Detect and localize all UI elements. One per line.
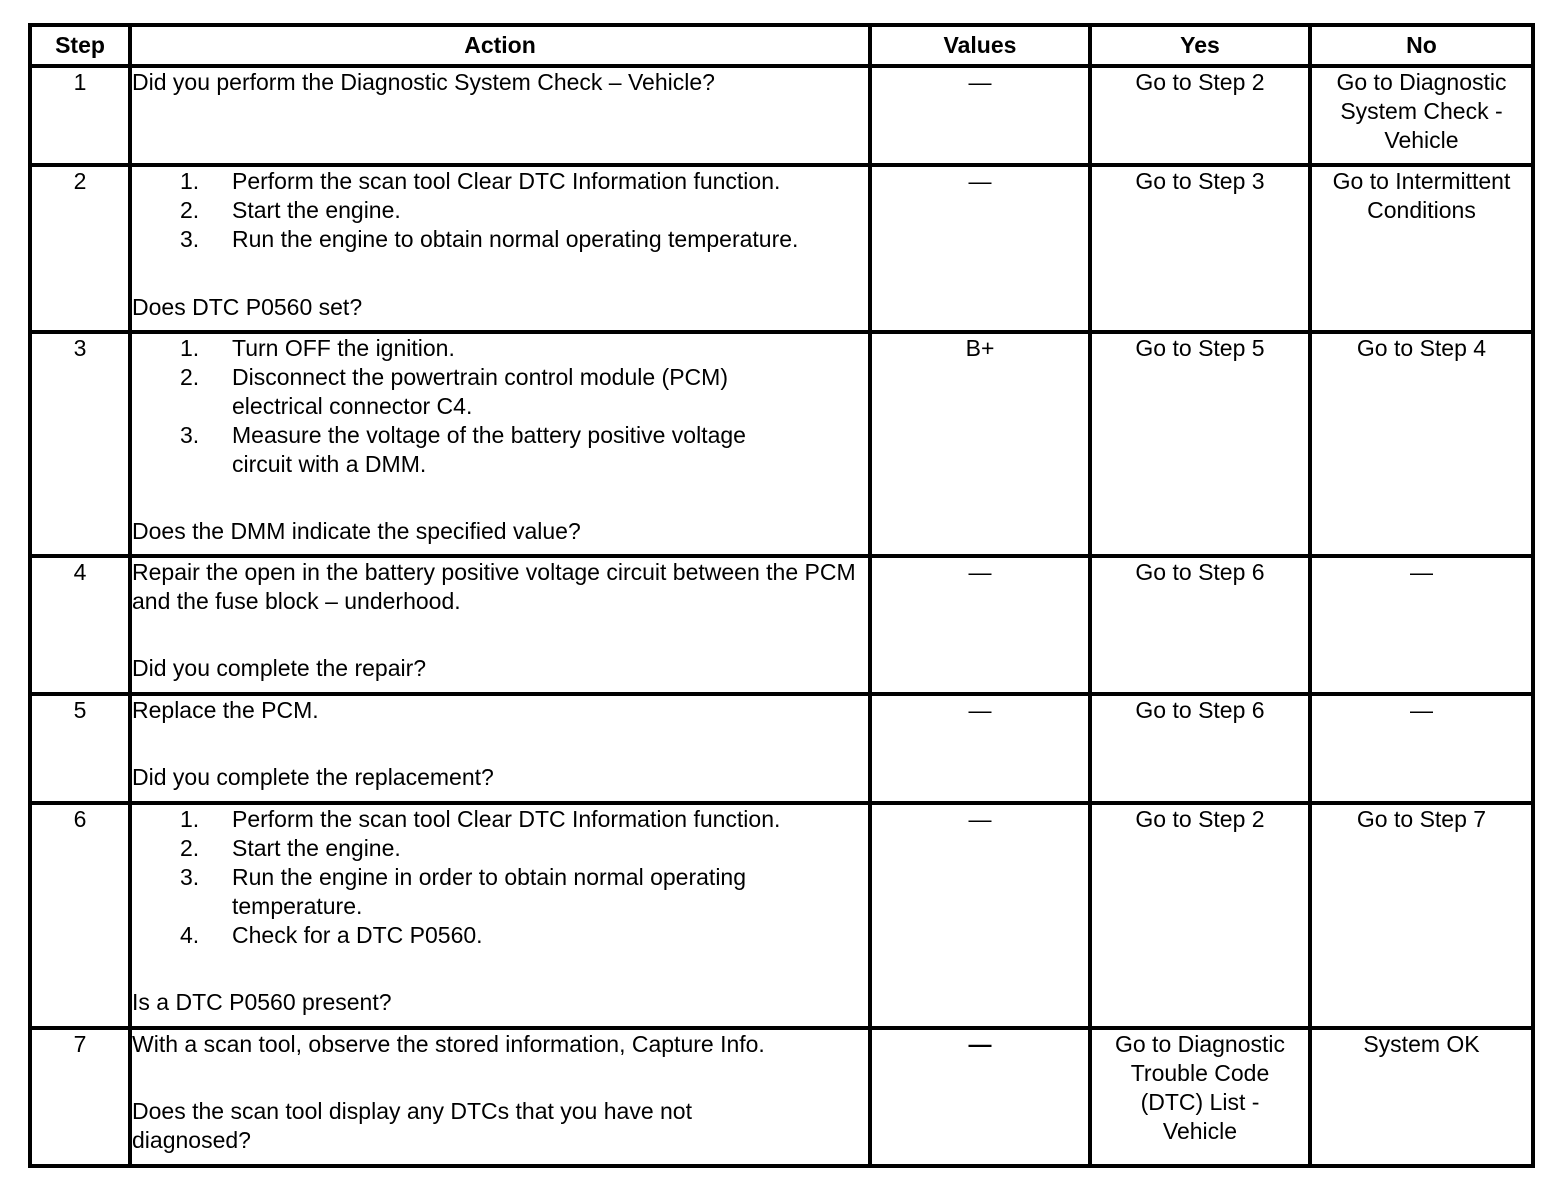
- header-action: Action: [130, 25, 870, 66]
- action-question: Does the DMM indicate the specified value?: [132, 518, 581, 544]
- header-no: No: [1310, 25, 1533, 66]
- substep: 3. Measure the voltage of the battery positive voltage circuit with a DMM.: [180, 422, 746, 477]
- table-row: [30, 556, 1533, 694]
- substep: 2. Start the engine.: [180, 835, 401, 861]
- substep: 3. Run the engine to obtain normal operating temperature.: [180, 226, 799, 252]
- substep: 2. Start the engine.: [180, 197, 401, 223]
- value-cell: —: [870, 1028, 1090, 1166]
- header-values: Values: [870, 25, 1090, 66]
- step-number: 3: [30, 332, 130, 556]
- table-row: [30, 694, 1533, 803]
- yes-cell: Go to Diagnostic Trouble Code (DTC) List - Vehicle: [1090, 1028, 1310, 1166]
- no-cell: System OK: [1310, 1028, 1533, 1166]
- header-row: [30, 25, 1533, 66]
- action-intro: Did you perform the Diagnostic System Check – Vehicle?: [132, 69, 715, 95]
- value-cell: —: [870, 556, 1090, 694]
- no-cell: Go to Step 4: [1310, 332, 1533, 556]
- action-cell: [130, 694, 870, 803]
- action-question: Did you complete the replacement?: [132, 764, 494, 790]
- substep-list: [132, 167, 868, 254]
- header-step: Step: [30, 25, 130, 66]
- yes-cell: Go to Step 2: [1090, 66, 1310, 165]
- table-row: [30, 1028, 1533, 1166]
- action-cell: [130, 556, 870, 694]
- substep: 1. Turn OFF the ignition.: [180, 335, 455, 361]
- table-row: [30, 803, 1533, 1028]
- action-question: Is a DTC P0560 present?: [132, 989, 392, 1015]
- value-cell: —: [870, 694, 1090, 803]
- action-question: Does DTC P0560 set?: [132, 294, 363, 320]
- no-cell: Go to Diagnostic System Check - Vehicle: [1310, 66, 1533, 165]
- diagnostic-table: [28, 23, 1535, 1168]
- yes-cell: Go to Step 3: [1090, 165, 1310, 332]
- value-cell: —: [870, 165, 1090, 332]
- value-cell: —: [870, 803, 1090, 1028]
- substep-list: [132, 334, 868, 479]
- substep: 1. Perform the scan tool Clear DTC Information function.: [180, 806, 781, 832]
- table-row: [30, 165, 1533, 332]
- substep: 1. Perform the scan tool Clear DTC Information function.: [180, 168, 781, 194]
- substep: 2. Disconnect the powertrain control module (PCM) electrical connector C4.: [180, 364, 728, 419]
- yes-cell: Go to Step 6: [1090, 556, 1310, 694]
- step-number: 1: [30, 66, 130, 165]
- substep: 4. Check for a DTC P0560.: [180, 922, 483, 948]
- substep: 3. Run the engine in order to obtain normal operating temperature.: [180, 864, 747, 919]
- action-intro: Repair the open in the battery positive voltage circuit between the PCM and the fuse block – underhood.: [132, 559, 856, 614]
- step-number: 6: [30, 803, 130, 1028]
- action-cell: [130, 1028, 870, 1166]
- action-cell: [130, 803, 870, 1028]
- action-intro: With a scan tool, observe the stored information, Capture Info.: [132, 1031, 765, 1057]
- no-cell: Go to Intermittent Conditions: [1310, 165, 1533, 332]
- yes-cell: Go to Step 2: [1090, 803, 1310, 1028]
- table-row: [30, 66, 1533, 165]
- yes-cell: Go to Step 6: [1090, 694, 1310, 803]
- action-question: Does the scan tool display any DTCs that you have not diagnosed?: [132, 1098, 692, 1153]
- step-number: 7: [30, 1028, 130, 1166]
- no-cell: Go to Step 7: [1310, 803, 1533, 1028]
- step-number: 5: [30, 694, 130, 803]
- action-cell: [130, 66, 870, 165]
- substep-list: [132, 805, 868, 950]
- value-cell: B+: [870, 332, 1090, 556]
- yes-cell: Go to Step 5: [1090, 332, 1310, 556]
- step-number: 2: [30, 165, 130, 332]
- step-number: 4: [30, 556, 130, 694]
- action-intro: Replace the PCM.: [132, 697, 319, 723]
- no-cell: —: [1310, 556, 1533, 694]
- action-cell: [130, 332, 870, 556]
- value-cell: —: [870, 66, 1090, 165]
- action-question: Did you complete the repair?: [132, 655, 427, 681]
- header-yes: Yes: [1090, 25, 1310, 66]
- action-cell: [130, 165, 870, 332]
- no-cell: —: [1310, 694, 1533, 803]
- table-row: [30, 332, 1533, 556]
